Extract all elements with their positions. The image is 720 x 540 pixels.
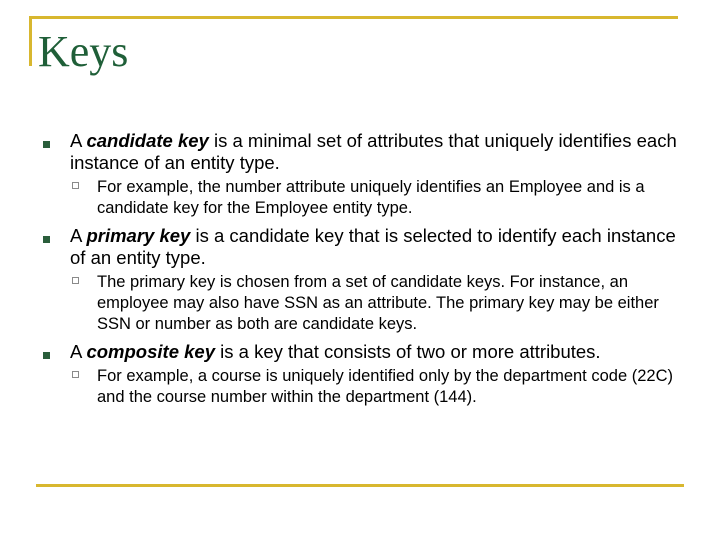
slide-title: Keys bbox=[38, 27, 129, 76]
bullet-suffix: is a minimal set of attributes that uniquely identifies each instance of an entity type. bbox=[70, 130, 677, 173]
bullet-list bbox=[40, 128, 690, 412]
square-bullet-icon bbox=[43, 236, 50, 243]
sub-bullet-text: For example, the number attribute uniquely identifies an Employee and is a candidate key for the Employee entity type. bbox=[97, 178, 645, 217]
hollow-square-bullet-icon bbox=[72, 182, 79, 189]
bullet-text bbox=[70, 223, 690, 269]
bullet-prefix: A bbox=[70, 130, 87, 151]
bullet-suffix: is a candidate key that is selected to identify each instance of an entity type. bbox=[70, 225, 676, 268]
square-bullet-icon bbox=[43, 141, 50, 148]
bullet-suffix: is a key that consists of two or more attributes. bbox=[215, 341, 601, 362]
bullet-composite-key bbox=[40, 339, 690, 408]
bullet-prefix: A bbox=[70, 225, 87, 246]
square-bullet-icon bbox=[43, 352, 50, 359]
top-rule bbox=[31, 16, 678, 19]
bullet-text bbox=[70, 128, 690, 174]
hollow-square-bullet-icon bbox=[72, 371, 79, 378]
term-primary-key: primary key bbox=[86, 225, 191, 246]
left-rule bbox=[29, 16, 32, 66]
bullet-prefix: A bbox=[70, 341, 87, 362]
hollow-square-bullet-icon bbox=[72, 277, 79, 284]
sub-bullet bbox=[70, 272, 690, 335]
sub-bullet-text: The primary key is chosen from a set of candidate keys. For instance, an employee may also have SSN as an attribute. The primary key may be either SSN or number as both are candidate keys. bbox=[97, 273, 659, 333]
bullet-primary-key bbox=[40, 223, 690, 335]
sub-bullet bbox=[70, 366, 690, 408]
sub-bullet-text: For example, a course is uniquely identified only by the department code (22C) and the course number within the department (144). bbox=[97, 367, 673, 406]
bullet-candidate-key bbox=[40, 128, 690, 219]
sub-bullet bbox=[70, 177, 690, 219]
bottom-rule bbox=[36, 484, 684, 487]
term-composite-key: composite key bbox=[86, 341, 215, 362]
term-candidate-key: candidate key bbox=[86, 130, 209, 151]
bullet-text bbox=[70, 339, 690, 363]
